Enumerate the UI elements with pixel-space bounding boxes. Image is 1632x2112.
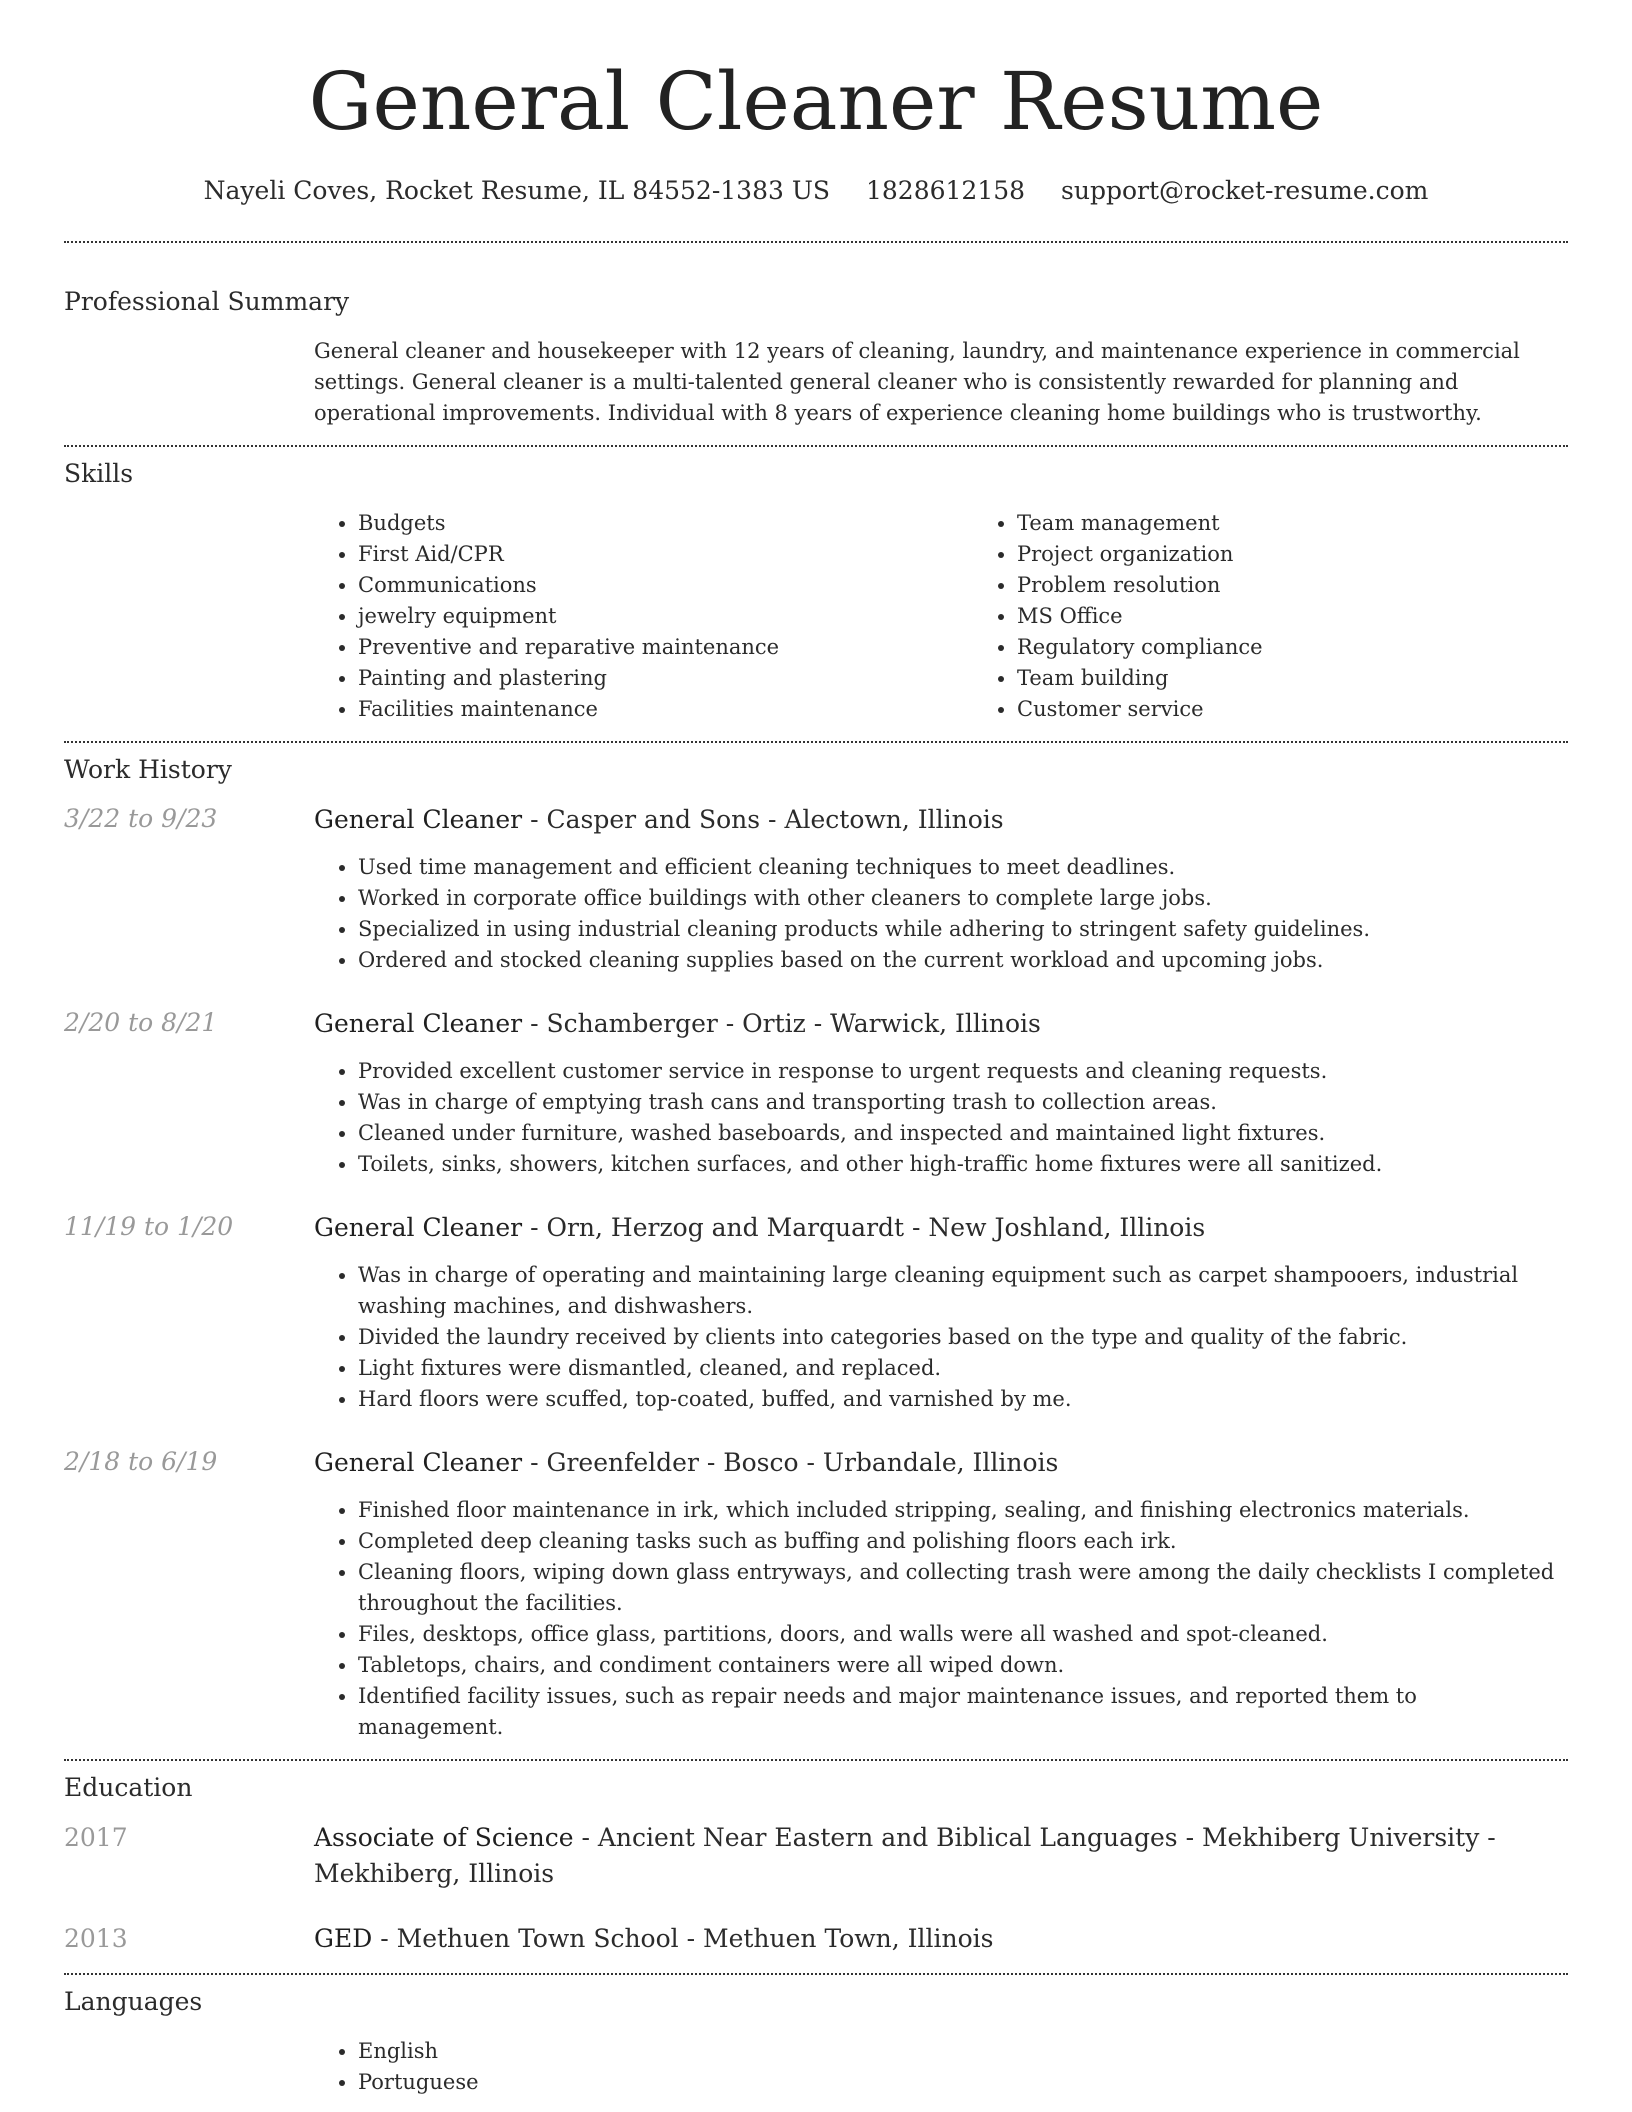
job-bullets: [314, 1056, 1568, 1180]
skills-section: [64, 447, 1568, 725]
contact-phone: 1828612158: [866, 176, 1026, 205]
education-entry: [64, 1921, 1568, 1957]
job-entry: [64, 802, 1568, 976]
job-bullet: • Light fixtures were dismantled, cleaned, and replaced.: [358, 1353, 1568, 1384]
skills-list-right: [973, 508, 1632, 725]
job-bullet: • Was in charge of operating and maintaining large cleaning equipment such as carpet shampooers, industrial washing machines, and dishwashers.: [358, 1260, 1568, 1322]
language-item: • Portuguese: [358, 2067, 1568, 2098]
education-degree: Associate of Science: [314, 1823, 574, 1852]
job-title: General Cleaner: [314, 805, 523, 834]
section-heading: Languages: [64, 1987, 203, 2016]
skill-item: • MS Office: [1017, 601, 1632, 632]
job-dates: 11/19 to 1/20: [64, 1212, 234, 1241]
work-section: [64, 743, 1568, 1743]
job-entry: [64, 1210, 1568, 1415]
job-dates: 3/22 to 9/23: [64, 804, 218, 833]
job-bullets: [314, 1260, 1568, 1415]
job-title: General Cleaner: [314, 1448, 523, 1477]
job-bullet: • Specialized in using industrial cleaning products while adhering to stringent safety guidelines.: [358, 914, 1568, 945]
job-bullets: [314, 852, 1568, 976]
skill-item: • Communications: [358, 570, 973, 601]
skill-item: • Project organization: [1017, 539, 1632, 570]
education-details: [314, 1820, 1568, 1892]
job-heading: General Cleaner - Casper and Sons - Alectown, Illinois: [314, 805, 1004, 834]
languages-list: [314, 2036, 1568, 2098]
resume-title: General Cleaner Resume: [308, 55, 1324, 148]
job-bullet: • Files, desktops, office glass, partitions, doors, and walls were all washed and spot-cleaned.: [358, 1619, 1568, 1650]
skill-item: • First Aid/CPR: [358, 539, 973, 570]
job-dates: 2/18 to 6/19: [64, 1447, 218, 1476]
job-bullet: • Identified facility issues, such as repair needs and major maintenance issues, and reported them to management.: [358, 1681, 1568, 1743]
job-company: Orn, Herzog and Marquardt: [546, 1213, 905, 1242]
section-heading: Skills: [64, 459, 134, 488]
summary-text: General cleaner and housekeeper with 12 years of cleaning, laundry, and maintenance experience in commercial settings. General cleaner is a multi-talented general cleaner who is consistently rewarded for planning and operational improvements. Individual with 8 years of experience cleaning home buildings who is trustworthy.: [314, 339, 1520, 425]
contact-address: Nayeli Coves, Rocket Resume, IL 84552-1383 US: [203, 176, 831, 205]
job-bullet: • Cleaned under furniture, washed baseboards, and inspected and maintained light fixtures.: [358, 1118, 1568, 1149]
languages-section: [64, 1975, 1568, 2098]
job-bullet: • Ordered and stocked cleaning supplies based on the current workload and upcoming jobs.: [358, 945, 1568, 976]
job-bullets: [314, 1495, 1568, 1743]
education-details: [314, 1921, 1568, 1957]
education-section: [64, 1761, 1568, 1957]
job-location: Warwick, Illinois: [830, 1009, 1041, 1038]
job-title: General Cleaner: [314, 1009, 523, 1038]
summary-section: [64, 243, 1568, 429]
education-degree: GED: [314, 1924, 373, 1953]
job-entry: [64, 1445, 1568, 1743]
education-info: - Ancient Near Eastern and Biblical Languages - Mekhiberg University - Mekhiberg, Illinois: [314, 1823, 1496, 1888]
education-year: 2017: [64, 1823, 128, 1852]
job-dates: 2/20 to 8/21: [64, 1008, 218, 1037]
job-bullet: • Provided excellent customer service in response to urgent requests and cleaning requests.: [358, 1056, 1568, 1087]
skill-item: • Problem resolution: [1017, 570, 1632, 601]
job-heading: General Cleaner - Greenfelder - Bosco - Urbandale, Illinois: [314, 1448, 1059, 1477]
skill-item: • Team building: [1017, 663, 1632, 694]
skill-item: • Budgets: [358, 508, 973, 539]
job-bullet: • Worked in corporate office buildings with other cleaners to complete large jobs.: [358, 883, 1568, 914]
job-location: New Joshland, Illinois: [928, 1213, 1206, 1242]
job-bullet: • Completed deep cleaning tasks such as buffing and polishing floors each irk.: [358, 1526, 1568, 1557]
section-heading: Education: [64, 1773, 193, 1802]
job-location: Alectown, Illinois: [784, 805, 1004, 834]
job-company: Casper and Sons: [546, 805, 761, 834]
job-entry: [64, 1006, 1568, 1180]
education-info: - Methuen Town School - Methuen Town, Illinois: [372, 1924, 994, 1953]
education-entry: [64, 1820, 1568, 1892]
job-bullet: • Used time management and efficient cleaning techniques to meet deadlines.: [358, 852, 1568, 883]
job-bullet: • Tabletops, chairs, and condiment containers were all wiped down.: [358, 1650, 1568, 1681]
skill-item: • Customer service: [1017, 694, 1632, 725]
section-heading: Professional Summary: [64, 287, 350, 316]
skill-item: • Facilities maintenance: [358, 694, 973, 725]
contact-line: [64, 176, 1568, 205]
job-bullet: • Was in charge of emptying trash cans and transporting trash to collection areas.: [358, 1087, 1568, 1118]
job-bullet: • Hard floors were scuffed, top-coated, buffed, and varnished by me.: [358, 1384, 1568, 1415]
skills-list-left: [314, 508, 973, 725]
job-bullet: • Finished floor maintenance in irk, which included stripping, sealing, and finishing electronics materials.: [358, 1495, 1568, 1526]
skill-item: • jewelry equipment: [358, 601, 973, 632]
contact-email: support@rocket-resume.com: [1061, 176, 1429, 205]
job-location: Urbandale, Illinois: [822, 1448, 1059, 1477]
job-company: Greenfelder - Bosco: [546, 1448, 799, 1477]
job-bullet: • Toilets, sinks, showers, kitchen surfaces, and other high-traffic home fixtures were all sanitized.: [358, 1149, 1568, 1180]
job-bullet: • Cleaning floors, wiping down glass entryways, and collecting trash were among the daily checklists I completed throughout the facilities.: [358, 1557, 1568, 1619]
skill-item: • Preventive and reparative maintenance: [358, 632, 973, 663]
section-heading: Work History: [64, 755, 232, 784]
job-title: General Cleaner: [314, 1213, 523, 1242]
skill-item: • Regulatory compliance: [1017, 632, 1632, 663]
skill-item: • Painting and plastering: [358, 663, 973, 694]
skill-item: • Team management: [1017, 508, 1632, 539]
job-heading: General Cleaner - Schamberger - Ortiz - Warwick, Illinois: [314, 1009, 1041, 1038]
job-heading: General Cleaner - Orn, Herzog and Marquardt - New Joshland, Illinois: [314, 1213, 1206, 1242]
education-year: 2013: [64, 1924, 128, 1953]
job-bullet: • Divided the laundry received by clients into categories based on the type and quality of the fabric.: [358, 1322, 1568, 1353]
resume-page: [64, 0, 1568, 2098]
job-company: Schamberger - Ortiz: [546, 1009, 806, 1038]
language-item: • English: [358, 2036, 1568, 2067]
